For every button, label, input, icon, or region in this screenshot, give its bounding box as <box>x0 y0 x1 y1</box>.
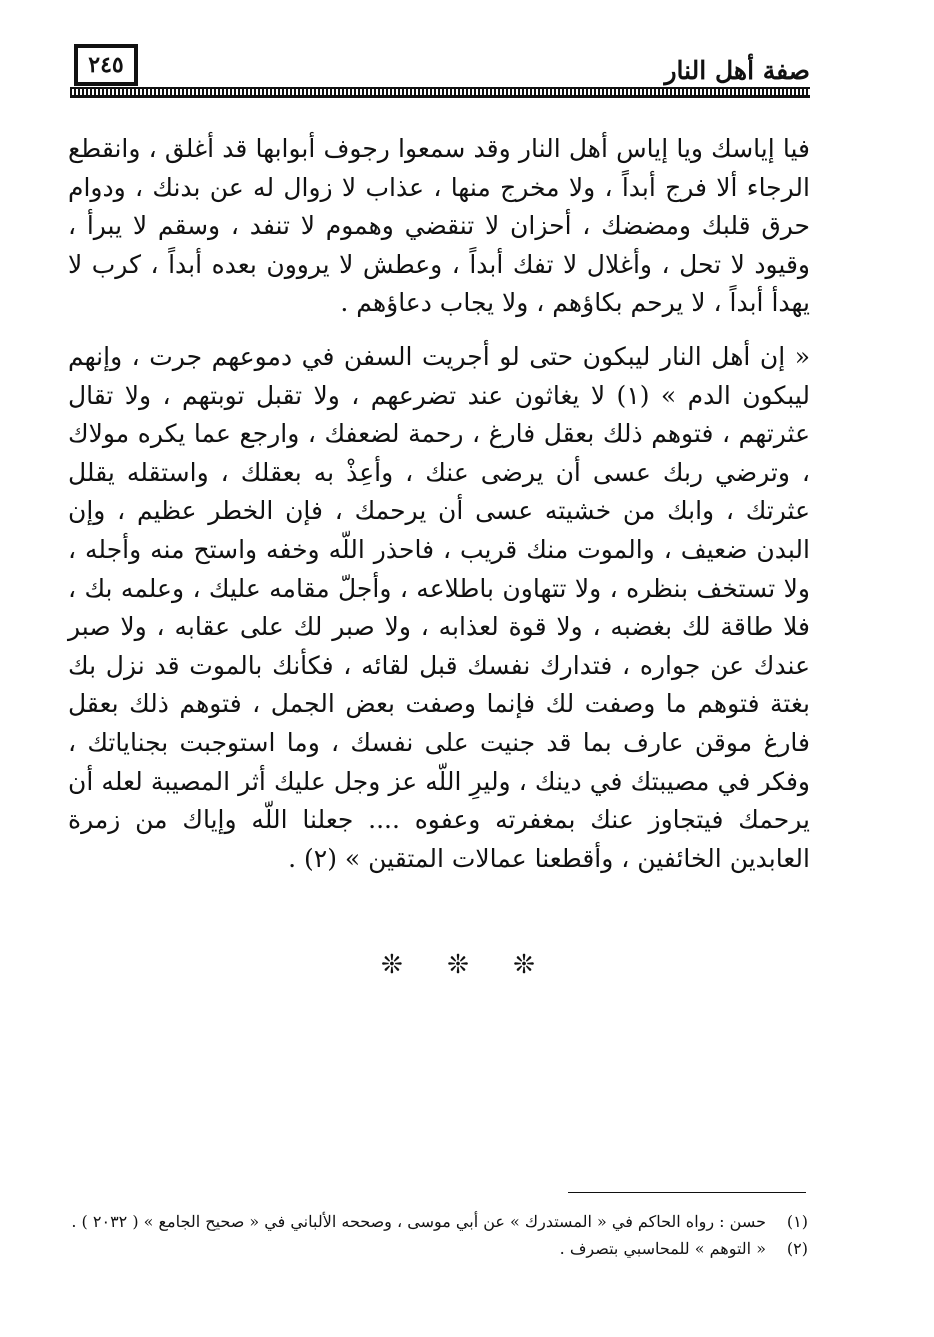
paragraph-1: فيا إياسك ويا إياس أهل النار وقد سمعوا رجوف أبوابها قد أغلق ، وانقطع الرجاء ألا فرج أبداً ، ولا مخرج منها ، عذاب لا زوال له عن بدنك ، ودوام حرق قلبك ومضضك ، أحزان لا تنقضي وهموم لا تنفد ، وسقم لا يبرأ ، وقيود لا تحل ، وأغلال لا تفك أبداً ، وعطش لا يروون بعده أبداً ، كرب لا يهدأ أبداً ، لا يرحم بكاؤهم ، ولا يجاب دعاؤهم . <box>68 134 810 318</box>
footnote-number: (١) <box>786 1212 808 1231</box>
page-number: ٢٤٥ <box>74 44 138 86</box>
footnote-1 <box>60 1208 808 1235</box>
page-header <box>70 44 810 100</box>
footnote-2 <box>60 1235 808 1262</box>
footnote-text: حسن : رواه الحاكم في « المستدرك » عن أبي موسى ، وصححه الألباني في « صحيح الجامع » ( ٢٠٣٢ ) . <box>71 1212 766 1231</box>
section-separator: ❊ ❊ ❊ <box>381 950 553 980</box>
footnote-rule <box>568 1192 806 1193</box>
running-title: صفة أهل النار <box>664 56 810 85</box>
footnote-number: (٢) <box>786 1239 808 1258</box>
footnotes <box>60 1208 808 1262</box>
body-text <box>68 130 810 878</box>
footnote-text: « التوهم » للمحاسبي بتصرف . <box>559 1239 766 1258</box>
header-rule <box>70 87 810 98</box>
paragraph-2: « إن أهل النار ليبكون حتى لو أجريت السفن في دموعهم جرت ، وإنهم ليبكون الدم » (١) لا يغاثون عند تضرعهم ، ولا تقبل توبتهم ، ولا تقال عثرتهم ، فتوهم ذلك بعقل فارغ ، رحمة لضعفك ، وارجع عما يكره مولاك ، وترضي ربك عسى أن يرضى عنك ، وأعِذْ به بعقلك ، واستقله يقلل عثرتك ، وابك من خشيته عسى أن يرحمك ، فإن الخطر عظيم ، وإن البدن ضعيف ، والموت منك قريب ، فاحذر اللّه وخفه واستح منه وأجله ، ولا تستخف بنظره ، ولا تتهاون باطلاعه ، وأجلّ مقامه عليك ، وعلمه بك ، فلا طاقة لك بغضبه ، ولا قوة لعذابه ، ولا صبر لك على عقابه ، ولا صبر عندك عن جواره ، فتدارك نفسك قبل لقائه ، فكأنك بالموت قد نزل بك بغتة فتوهم ما وصفت لك فإنما وصفت بعض الجمل ، فتوهم ذلك بعقل فارغ موقن عارف بما قد جنيت على نفسك ، وما استوجبت بجناياتك ، وفكر في مصيبتك في دينك ، وليرِ اللّه عز وجل عليك أثر المصيبة لعله أن يرحمك فيتجاوز عنك بمغفرته وعفوه .... جعلنا اللّه وإياك من زمرة العابدين الخائفين ، وأقطعنا عمالات المتقين » (٢) . <box>68 341 810 873</box>
